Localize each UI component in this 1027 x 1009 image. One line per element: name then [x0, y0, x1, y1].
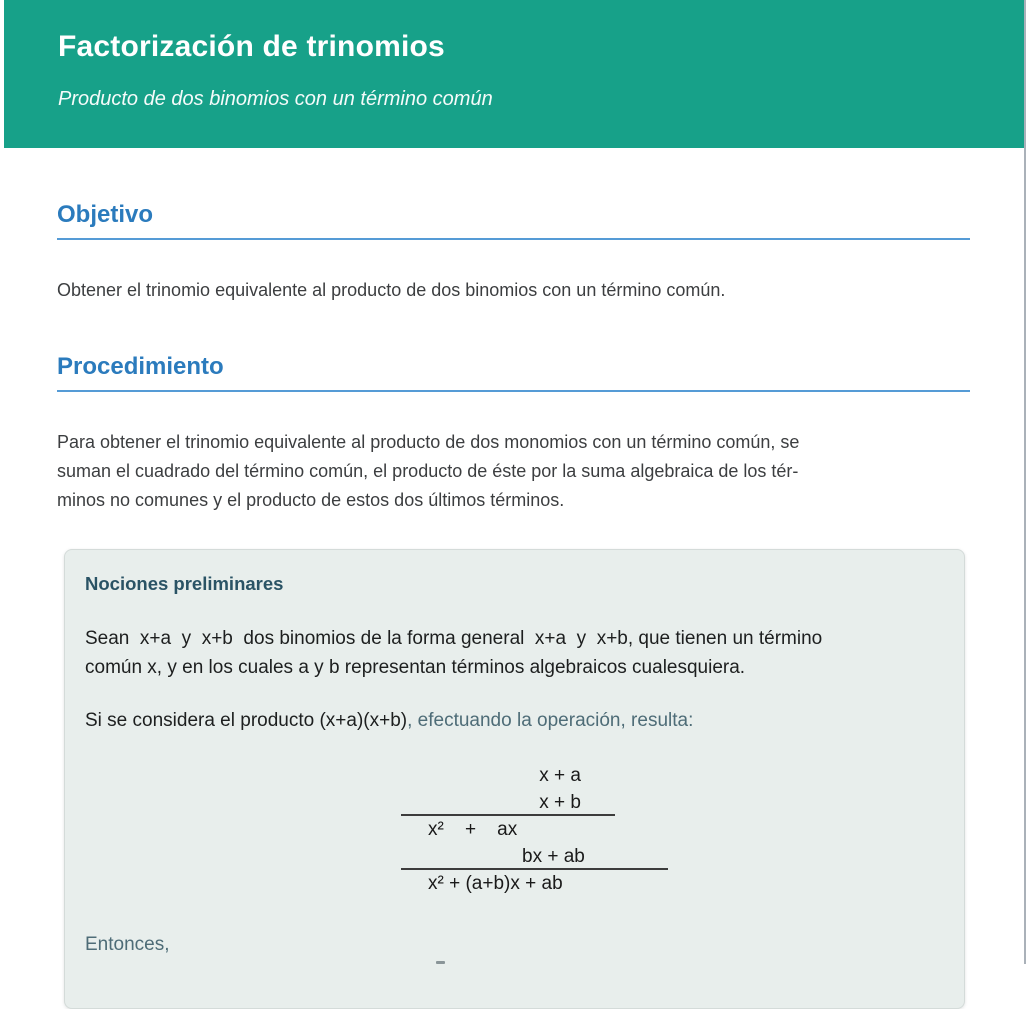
page-subtitle: Producto de dos binomios con un término común	[58, 88, 493, 110]
product-statement: Si se considera el producto (x+a)(x+b)	[85, 710, 408, 731]
preliminary-notions-box	[64, 549, 965, 1009]
procedimiento-line-3: minos no comunes y el producto de estos dos últimos términos.	[57, 490, 565, 510]
long-multiplication	[401, 762, 671, 897]
note-box-paragraph-2	[85, 707, 693, 735]
math-line-multiplier: x + b	[401, 789, 615, 816]
page-right-border	[1024, 0, 1026, 964]
objetivo-paragraph: Obtener el trinomio equivalente al producto de dos binomios con un término común.	[57, 280, 726, 300]
section-heading-procedimiento: Procedimiento	[57, 353, 970, 392]
math-line-partial-1: x² + ax	[428, 819, 518, 840]
section-heading-objetivo: Objetivo	[57, 201, 970, 240]
procedimiento-line-2: suman el cuadrado del término común, el producto de éste por la suma algebraica de los tér-	[57, 461, 799, 481]
procedimiento-paragraph	[57, 428, 987, 515]
math-line-result: x² + (a+b)x + ab	[428, 873, 563, 894]
math-partial-2-text: bx + ab	[522, 846, 585, 867]
procedimiento-line-1: Para obtener el trinomio equivalente al producto de dos monomios con un término común, se	[57, 432, 800, 452]
note-par1-line-1: Sean x+a y x+b dos binomios de la forma general x+a y x+b, que tienen un término	[85, 628, 823, 649]
math-line-multiplicand: x + a	[539, 765, 581, 786]
note-par1-line-2: común x, y en los cuales a y b representan términos algebraicos cualesquiera.	[85, 657, 746, 678]
note-box-paragraph-1	[85, 624, 822, 682]
math-line-partial-2	[401, 843, 668, 870]
page-title: Factorización de trinomios	[58, 30, 445, 63]
note-box-heading: Nociones preliminares	[85, 573, 284, 594]
operation-statement: , efectuando la operación, resulta:	[407, 710, 694, 731]
title-banner	[4, 0, 1024, 148]
entonces-label: Entonces,	[85, 934, 170, 955]
